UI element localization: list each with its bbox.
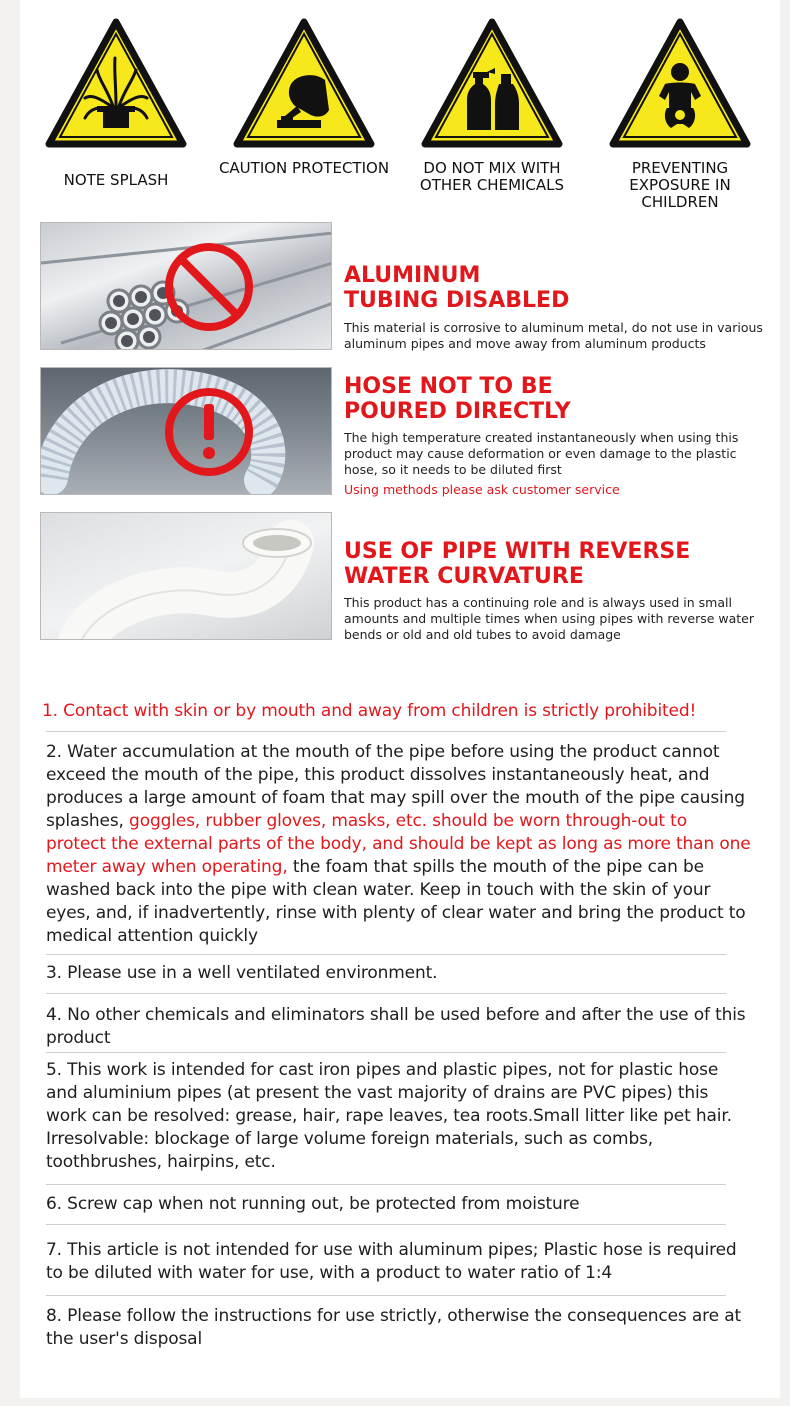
warning-label: PREVENTING EXPOSURE IN CHILDREN bbox=[629, 159, 731, 211]
instruction-item: 4. No other chemicals and eliminators shall be used before and after the use of this product bbox=[46, 1005, 746, 1048]
aluminum-tubes-illustration bbox=[41, 223, 332, 350]
section-title bbox=[344, 374, 571, 424]
aluminum-tubes-image bbox=[40, 222, 332, 350]
hose-image bbox=[40, 367, 332, 495]
child-warning-icon bbox=[605, 14, 755, 154]
divider bbox=[46, 993, 726, 994]
hand-protection-warning-icon bbox=[229, 14, 379, 154]
warning-label: CAUTION PROTECTION bbox=[218, 159, 390, 177]
divider bbox=[46, 1295, 726, 1296]
section-title bbox=[344, 539, 690, 589]
section-title-line: TUBING DISABLED bbox=[344, 288, 570, 313]
divider bbox=[46, 954, 726, 955]
section-body: This material is corrosive to aluminum metal, do not use in various aluminum pipes and move away from aluminum products bbox=[344, 320, 763, 351]
divider bbox=[46, 1184, 726, 1185]
instruction-item: 7. This article is not intended for use with aluminum pipes; Plastic hose is required to be diluted with water for use, with a product to water ratio of 1:4 bbox=[46, 1240, 737, 1283]
warning-splash bbox=[26, 14, 206, 189]
instruction-item: 8. Please follow the instructions for use strictly, otherwise the consequences are at the user's disposal bbox=[46, 1306, 741, 1349]
section-body: This product has a continuing role and is always used in small amounts and multiple times when using pipes with reverse water bends or old and old tubes to avoid damage bbox=[344, 595, 755, 642]
section-title-line: HOSE NOT TO BE bbox=[344, 374, 553, 399]
section-title-line: USE OF PIPE WITH REVERSE bbox=[344, 539, 691, 564]
product-detail-card bbox=[20, 0, 780, 1398]
instruction-text: 2. Water accumulation at the mouth of the pipe before using the product cannot exceed the mouth of the pipe, this product dissolves instantaneously heat, and produces a large amount of foam that may spill over the mouth of the pipe causing splashes, bbox=[46, 742, 745, 831]
section-title bbox=[344, 263, 569, 313]
section-title-line: ALUMINUM bbox=[344, 263, 481, 288]
divider bbox=[46, 731, 726, 732]
warning-chemicals bbox=[402, 14, 582, 194]
pipe-elbow-image bbox=[40, 512, 332, 640]
instruction-warning-text: goggles, rubber gloves, masks, etc. should be worn through-out to protect the external parts of the body, and should be kept as long as more than one meter away when operating, bbox=[46, 811, 751, 877]
chemical-bottles-warning-icon bbox=[417, 14, 567, 154]
section-body: The high temperature created instantaneously when using this product may cause deformation or even damage to the plastic hose, so it needs to be diluted first bbox=[344, 430, 739, 477]
section-title-line: POURED DIRECTLY bbox=[344, 399, 571, 424]
section-note: Using methods please ask customer service bbox=[344, 482, 620, 497]
splash-warning-icon bbox=[41, 14, 191, 154]
hose-illustration bbox=[41, 368, 332, 495]
warning-protection bbox=[214, 14, 394, 177]
instruction-item: 6. Screw cap when not running out, be protected from moisture bbox=[46, 1194, 580, 1214]
divider bbox=[46, 1224, 726, 1225]
warning-label: NOTE SPLASH bbox=[63, 171, 169, 189]
instruction-text: the foam that spills the mouth of the pipe can be washed back into the pipe with clean water. Keep in touch with the skin of your eyes, and, if inadvertently, rinse with plenty of clear water and bring the product to medical attention quickly bbox=[46, 857, 746, 946]
instruction-item: 5. This work is intended for cast iron pipes and plastic pipes, not for plastic hose and aluminium pipes (at present the vast majority of drains are PVC pipes) this work can be resolved: grease, hair, rape leaves, tea roots.Small litter like pet hair. Irresolvable: blockage of large volume foreign materials, such as combs, toothbrushes, hairpins, etc. bbox=[46, 1060, 732, 1172]
instruction-item: 3. Please use in a well ventilated environment. bbox=[46, 963, 438, 983]
warning-label: DO NOT MIX WITH OTHER CHEMICALS bbox=[419, 159, 565, 194]
instruction-item: 1. Contact with skin or by mouth and away from children is strictly prohibited! bbox=[42, 701, 697, 721]
section-title-line: WATER CURVATURE bbox=[344, 564, 584, 589]
pipe-elbow-illustration bbox=[41, 513, 332, 640]
instruction-item bbox=[46, 741, 751, 948]
divider bbox=[46, 1052, 726, 1053]
warning-children bbox=[590, 14, 770, 211]
